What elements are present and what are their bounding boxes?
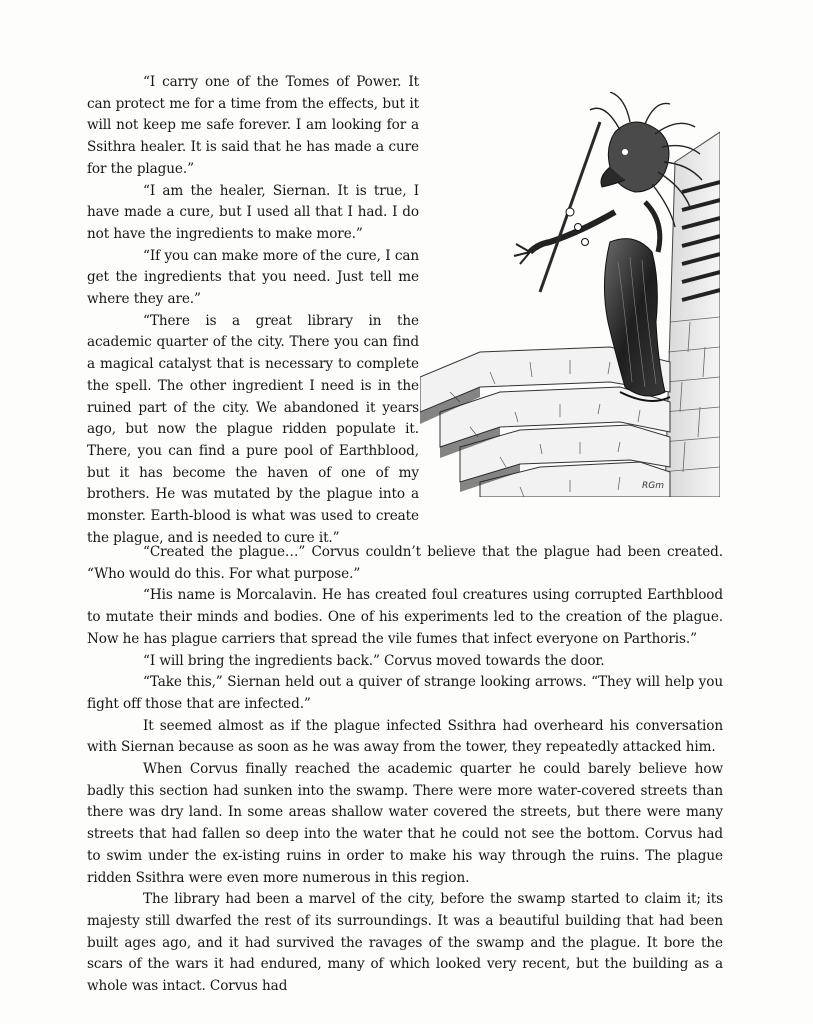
artist-signature: RGm: [642, 481, 664, 491]
paragraph: “His name is Morcalavin. He has created foul creatures using corrupted Earthblood to mutate their minds and bodies. One of his experiments led to the creation of the plague. Now he has plague carriers that spread the vile fumes that infect everyone on Parthoris.”: [87, 587, 723, 647]
paragraph: “Take this,” Siernan held out a quiver of strange looking arrows. “They will help you fight off those that are infected.”: [87, 674, 723, 712]
text-column: [87, 72, 419, 549]
paragraph: It seemed almost as if the plague infected Ssithra had overheard his conversation with Siernan because as soon as he was away from the tower, they repeatedly attacked him.: [87, 717, 723, 756]
paragraph: “There is a great library in the academic quarter of the city. There you can find a magical catalyst that is necessary to complete the spell. The other ingredient I need is in the ruined part of the city. We abandoned it years ago, but now the plague ridden populate it. There, you can find a pure pool of Earthblood, but it has become the haven of one of my brothers. He was mutated by the plague into a monster. Earth-blood is what was used to create the plague, and is needed to cure it.”: [87, 312, 419, 546]
paragraph: The library had been a marvel of the city, before the swamp started to claim it; its majesty still dwarfed the rest of its surroundings. It was a beautiful building that had been built ages ago, and it had survived the ravages of the swamp and the plague. It bore the scars of the wars it had endured, many of which looked very recent, but the building as a whole was intact. Corvus had: [87, 891, 723, 995]
paragraph: “I carry one of the Tomes of Power. It can protect me for a time from the effects, but it will not keep me safe forever. I am looking for a Ssithra healer. It is said that he has made a cure for the plague.”: [87, 74, 419, 177]
paragraph: “If you can make more of the cure, I can get the ingredients that you need. Just tell me where they are.”: [87, 247, 419, 308]
paragraph: When Corvus finally reached the academic quarter he could barely believe how badly this section had sunken into the swamp. There were more water-covered streets than there was dry land. In some areas shallow water covered the streets, but there were many streets that had fallen so deep into the water that he could not see the bottom. Corvus had to swim under the ex-isting ruins in order to make his way through the ruins. The plague ridden Ssithra were even more numerous in this region.: [87, 761, 723, 886]
paragraph: “I am the healer, Siernan. It is true, I have made a cure, but I used all that I had. I do not have the ingredients to make more.”: [87, 182, 419, 242]
ssithra-on-stairs-illustration: [420, 92, 720, 497]
text-body: [87, 542, 723, 998]
paragraph: “Created the plague…” Corvus couldn’t believe that the plague had been created. “Who would do this. For what purpose.”: [87, 544, 723, 582]
paragraph: “I will bring the ingredients back.” Corvus moved towards the door.: [143, 652, 605, 669]
